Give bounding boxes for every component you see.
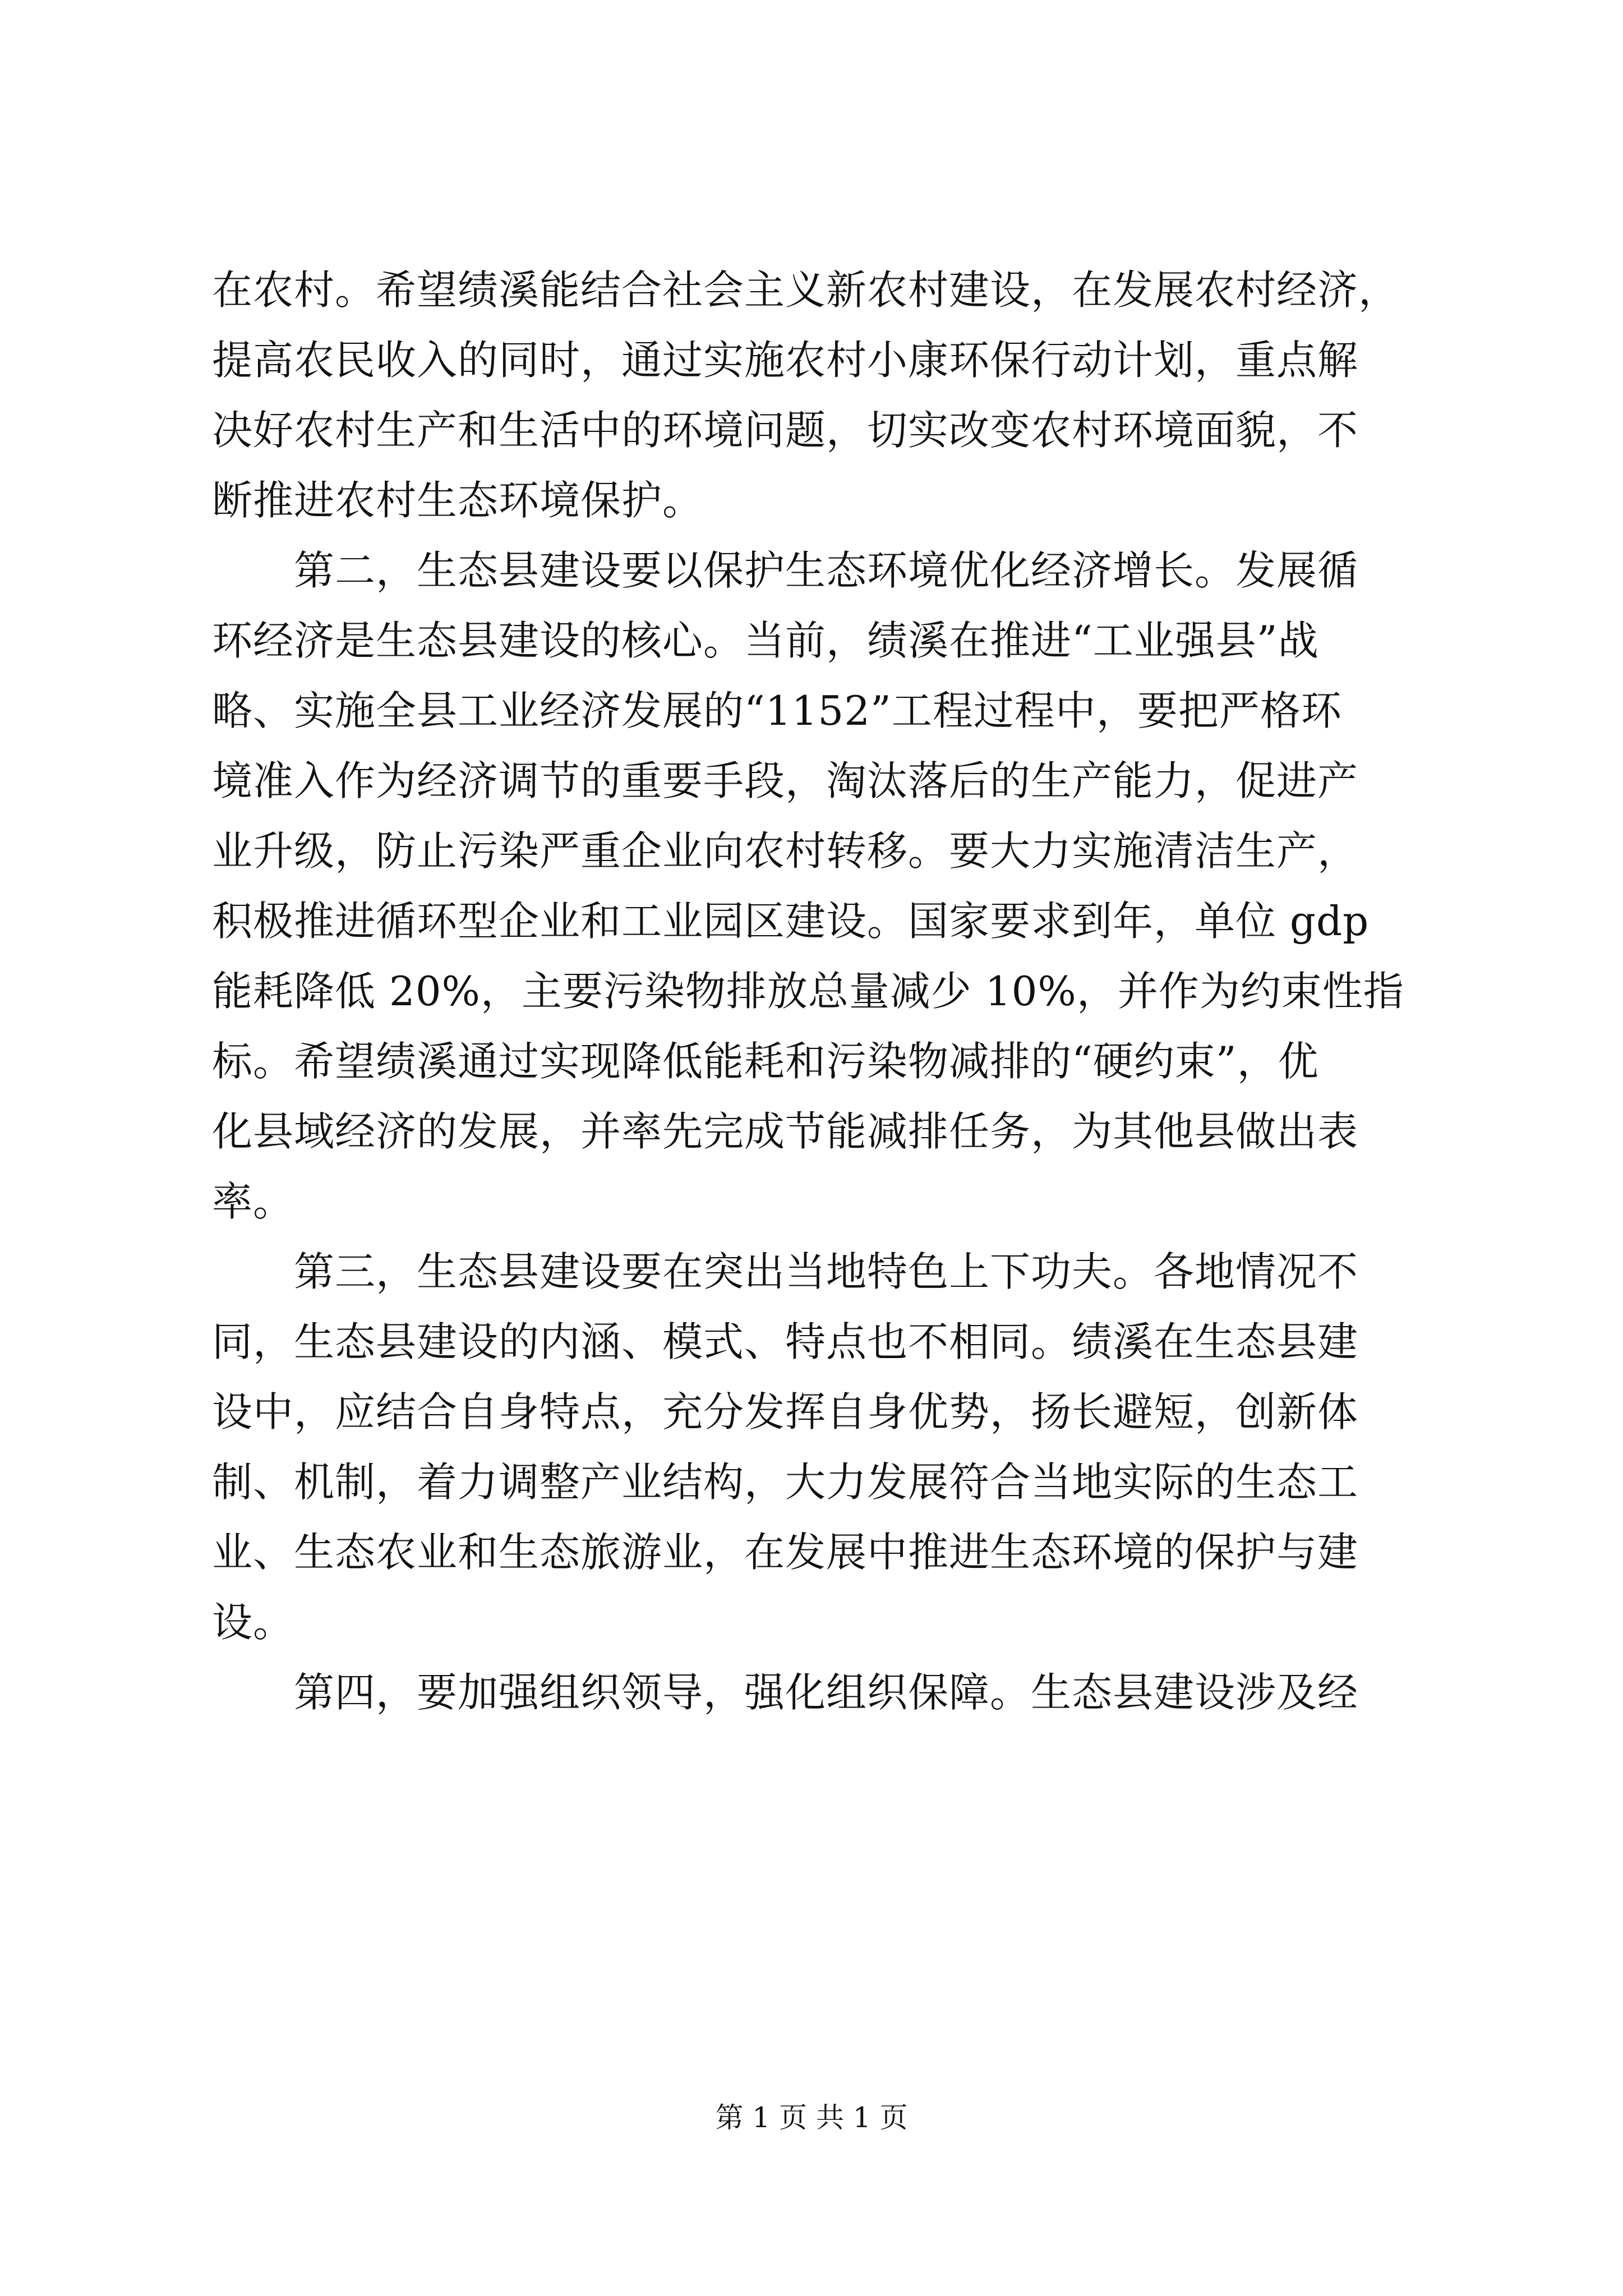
text-line: 第四，要加强组织领导，强化组织保障。生态县建设涉及经 xyxy=(212,1669,1359,1716)
text-line: 境准入作为经济调节的重要手段，淘汰落后的生产能力，促进产 xyxy=(212,757,1359,804)
text-line: 同，生态县建设的内涵、模式、特点也不相同。绩溪在生态县建 xyxy=(212,1318,1359,1365)
text-line: 化县域经济的发展，并率先完成节能减排任务，为其他县做出表 xyxy=(212,1108,1359,1155)
text-line: 积极推进循环型企业和工业园区建设。国家要求到年，单位 gdp xyxy=(212,898,1370,945)
text-line: 标。希望绩溪通过实现降低能耗和污染物减排的“硬约束”，优 xyxy=(212,1038,1319,1085)
text-line: 决好农村生产和生活中的环境问题，切实改变农村环境面貌，不 xyxy=(212,407,1359,454)
page-footer: 第 1 页 共 1 页 xyxy=(715,2101,908,2134)
text-line: 断推进农村生态环境保护。 xyxy=(212,477,704,524)
text-line: 设。 xyxy=(212,1599,294,1646)
document-body xyxy=(212,255,1429,1728)
text-line: 制、机制，着力调整产业结构，大力发展符合当地实际的生态工 xyxy=(212,1458,1359,1506)
text-line: 在农村。希望绩溪能结合社会主义新农村建设，在发展农村经济， xyxy=(212,266,1400,314)
text-line: 环经济是生态县建设的核心。当前，绩溪在推进“工业强县”战 xyxy=(212,617,1319,664)
text-line: 业升级，防止污染严重企业向农村转移。要大力实施清洁生产， xyxy=(212,827,1359,875)
text-line: 能耗降低 20%，主要污染物排放总量减少 10%，并作为约束性指 xyxy=(212,968,1404,1015)
text-line: 第二，生态县建设要以保护生态环境优化经济增长。发展循 xyxy=(212,547,1359,594)
text-line: 率。 xyxy=(212,1178,294,1225)
text-line: 略、实施全县工业经济发展的“1152”工程过程中，要把严格环 xyxy=(212,687,1342,734)
text-line: 提高农民收入的同时，通过实施农村小康环保行动计划，重点解 xyxy=(212,337,1359,384)
text-line: 业、生态农业和生态旅游业，在发展中推进生态环境的保护与建 xyxy=(212,1529,1359,1576)
text-line: 第三，生态县建设要在突出当地特色上下功夫。各地情况不 xyxy=(212,1248,1359,1295)
text-line: 设中，应结合自身特点，充分发挥自身优势，扬长避短，创新体 xyxy=(212,1388,1359,1435)
